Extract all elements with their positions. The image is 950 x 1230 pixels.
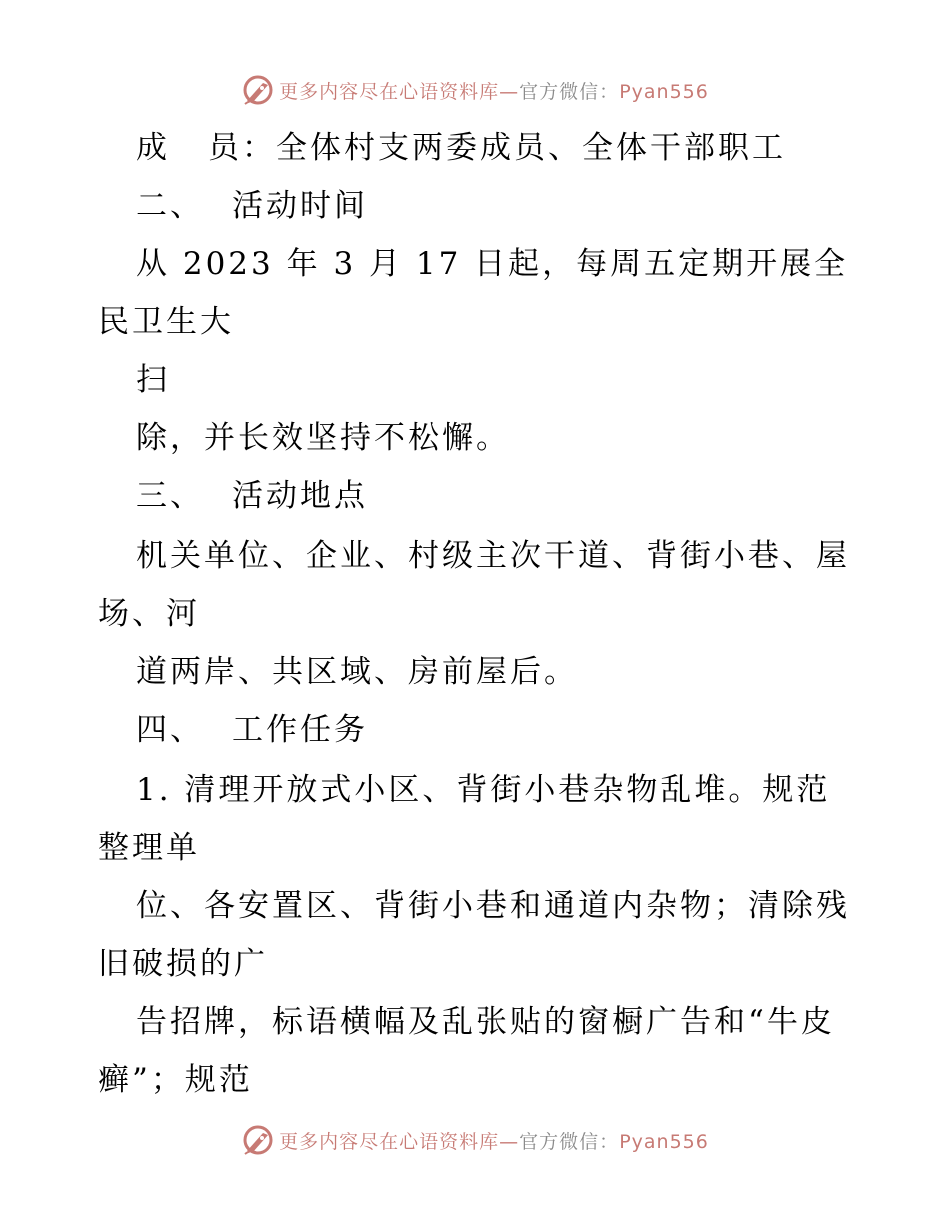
watermark-official: 官方微信： [519,80,620,103]
watermark-text [279,1127,709,1154]
watermark-text [279,77,709,104]
section-heading-4 [136,710,368,750]
paragraph-line: 除，并长效坚持不松懈。 [136,420,510,456]
line-members [136,128,786,168]
section-heading-3 [136,476,368,516]
pen-nib-logo-icon [241,73,275,107]
members-label-first: 成 [136,130,170,166]
members-text: 员：全体村支两委成员、全体干部职工 [208,130,786,166]
watermark-wechat-id: Pyan556 [619,80,709,103]
paragraph-line: 癣”；规范 [98,1062,253,1098]
paragraph-line: 场、河 [98,596,200,632]
watermark-wechat-id: Pyan556 [619,1130,709,1153]
watermark-main: 更多内容尽在心语资料库 [279,1130,500,1153]
section-number: 四、 [136,712,204,748]
header-watermark [0,70,950,110]
section-title: 活动地点 [232,478,368,514]
watermark-dash: — [499,1130,520,1153]
paragraph-line: 扫 [136,362,170,398]
section-number: 二、 [136,188,204,224]
watermark-main: 更多内容尽在心语资料库 [279,80,500,103]
paragraph-line: 整理单 [98,830,200,866]
paragraph-line: 机关单位、企业、村级主次干道、背街小巷、屋 [136,538,850,574]
footer-watermark [0,1120,950,1160]
pen-nib-logo-icon [241,1123,275,1157]
watermark-official: 官方微信： [519,1130,620,1153]
paragraph-line: 旧破损的广 [98,946,268,982]
paragraph-line: 从 2023 年 3 月 17 日起，每周五定期开展全 [136,246,849,282]
paragraph-line: 道两岸、共区域、房前屋后。 [136,654,578,690]
paragraph-line: 位、各安置区、背街小巷和通道内杂物；清除残 [136,888,850,924]
section-title: 活动时间 [232,188,368,224]
watermark-dash: — [499,80,520,103]
section-heading-2 [136,186,368,226]
section-title: 工作任务 [232,712,368,748]
section-number: 三、 [136,478,204,514]
paragraph-line: 告招牌，标语横幅及乱张贴的窗橱广告和“牛皮 [136,1004,835,1040]
paragraph-line: 民卫生大 [98,304,234,340]
paragraph-line: 1. 清理开放式小区、背街小巷杂物乱堆。规范 [136,772,831,808]
